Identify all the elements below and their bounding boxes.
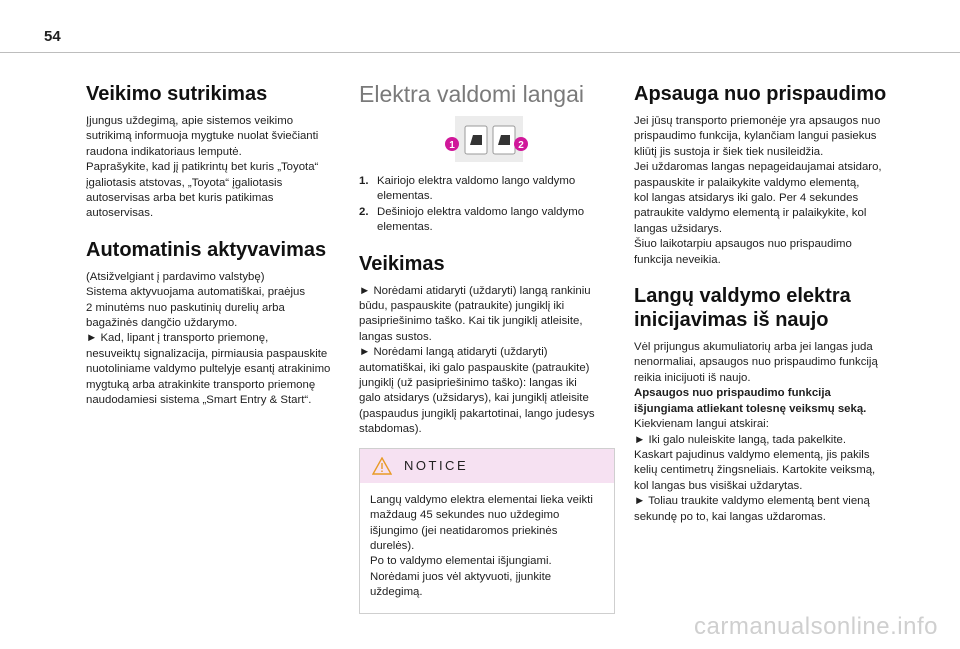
column-right	[634, 82, 904, 541]
notice-header	[360, 449, 614, 483]
section-title-malfunction: Veikimo sutrikimas	[86, 83, 268, 105]
paragraph-operation: ► Norėdami atidaryti (uždaryti) langą rankiniu būdu, paspauskite (patraukite) jungiklį iki pasipriešinimo taško. Kai tik jungiklį atleisite, langas sustos. ► Norėdami langą atidaryti (uždaryti) automatiškai, iki galo paspauskite (patraukite) jungiklį (už pasipriešinimo taško): langas iki galo atsidarys (užsidarys), kai jungiklį atleisite (paspaudus jungiklį pakartotinai, lango judesys stabdomas).	[359, 284, 595, 436]
line: įgaliotasis atstovas, „Toyota“ įgaliotasis	[86, 176, 283, 189]
section-title-reinitialisation: Langų valdymo elektra inicijavimas iš naujo	[634, 285, 851, 332]
list-item	[359, 174, 615, 205]
paragraph-reinitialisation: Vėl prijungus akumuliatorių arba jei langas juda nenormaliai, apsaugos nuo prispaudimo funkciją reikia inicijuoti iš naujo. Apsaugos nuo prispaudimo funkcija išjungiama atliekant tolesnę veiksmų seką. Kiekvienam langui atskirai: ► Iki galo nuleiskite langą, tada pakelkite. Kaskart pajudinus valdymo elementą, jis pakils kelių centimetrų žingsneliais. Kartokite veiksmą, kol langas bus visiškai uždarytas. ► Toliau traukite valdymo elementą bent vieną sekundę po to, kai langas uždaromas.	[634, 341, 878, 523]
section-reinitialisation	[634, 284, 904, 525]
line: Paprašykite, kad jį patikrintų bet kuris „Toyota“	[86, 161, 319, 174]
line: raudona indikatoriaus lemputė.	[86, 145, 242, 158]
line: (Atsižvelgiant į pardavimo valstybę)	[86, 270, 265, 283]
section-title-auto-activation: Automatinis aktyvavimas	[86, 238, 327, 261]
callout-1-label: 1	[449, 140, 455, 151]
line: nuotoliniame valdymo pultelyje esantį atrakinimo	[86, 363, 331, 376]
callout-2-label: 2	[518, 140, 524, 151]
section-anti-pinch	[634, 82, 904, 268]
section-title-power-windows: Elektra valdomi langai	[359, 81, 585, 107]
page-number: 54	[44, 28, 61, 45]
column-left	[86, 82, 356, 425]
window-switch-illustration	[359, 114, 615, 164]
line: autoservisas.	[86, 207, 154, 220]
list-item-number: 2.	[359, 205, 369, 218]
line: autoservisas arba bet kuris patikimas	[86, 192, 274, 205]
line: Įjungus uždegimą, apie sistemos veikimo	[86, 115, 294, 127]
section-malfunction	[86, 82, 356, 222]
line: bagažinės dangčio uždarymo.	[86, 317, 238, 330]
notice-title: NOTICE	[404, 458, 469, 474]
line: 2 minutėms nuo paskutinių durelių arba	[86, 301, 285, 314]
list-item-text: Kairiojo elektra valdomo lango valdymo elementas.	[377, 175, 576, 203]
section-title-operation: Veikimas	[359, 252, 445, 275]
line: mygtuką arba atrakinkite transporto priemonę	[86, 378, 316, 391]
watermark: carmanualsonline.info	[694, 613, 938, 640]
section-auto-activation	[86, 238, 356, 409]
section-title-anti-pinch: Apsauga nuo prispaudimo	[634, 83, 887, 105]
notice-body	[360, 483, 614, 613]
list-item-text: Dešiniojo elektra valdomo lango valdymo elementas.	[377, 205, 585, 234]
warning-triangle-icon	[372, 457, 392, 475]
paragraph-auto-activation	[86, 270, 356, 409]
notice-box	[359, 448, 615, 614]
line: naudodamiesi sistema „Smart Entry & Start“.	[86, 394, 312, 407]
window-switches-figure	[359, 114, 615, 164]
list-item	[359, 205, 615, 236]
line: nesuveiktų signalizacija, pirmiausia paspauskite	[86, 347, 328, 360]
line: sutrikimą informuoja mygtuke nuolat šviečianti	[86, 130, 319, 143]
header-rule	[0, 52, 960, 53]
paragraph-malfunction	[86, 114, 356, 222]
list-item-number: 1.	[359, 175, 369, 187]
line: Sistema aktyvuojama automatiškai, praėjus	[86, 286, 306, 299]
notice-text: Langų valdymo elektra elementai lieka veikti maždaug 45 sekundes nuo uždegimo išjungimo (jei neatidaromos priekinės durelės). Po to valdymo elementai išjungiami. Norėdami juos vėl aktyvuoti, įjunkite uždegimą.	[370, 493, 593, 599]
column-middle	[359, 82, 615, 614]
line: ► Kad, lipant į transporto priemonę,	[86, 332, 269, 345]
figure-legend-list	[359, 174, 615, 236]
paragraph-anti-pinch: Jei jūsų transporto priemonėje yra apsaugos nuo prispaudimo funkcija, kylančiam langui pasiekus kliūtį jis sustoja ir šiek tiek nusileidžia. Jei uždaromas langas nepageidaujamai atsidaro, paspauskite ir palaikykite valdymo elementą, kol langas atsidarys iki galo. Per 4 sekundes patraukite valdymo elementą ir palaikykite, kol langas užsidarys. Šiuo laikotarpiu apsaugos nuo prispaudimo funkcija neveikia.	[634, 115, 882, 266]
